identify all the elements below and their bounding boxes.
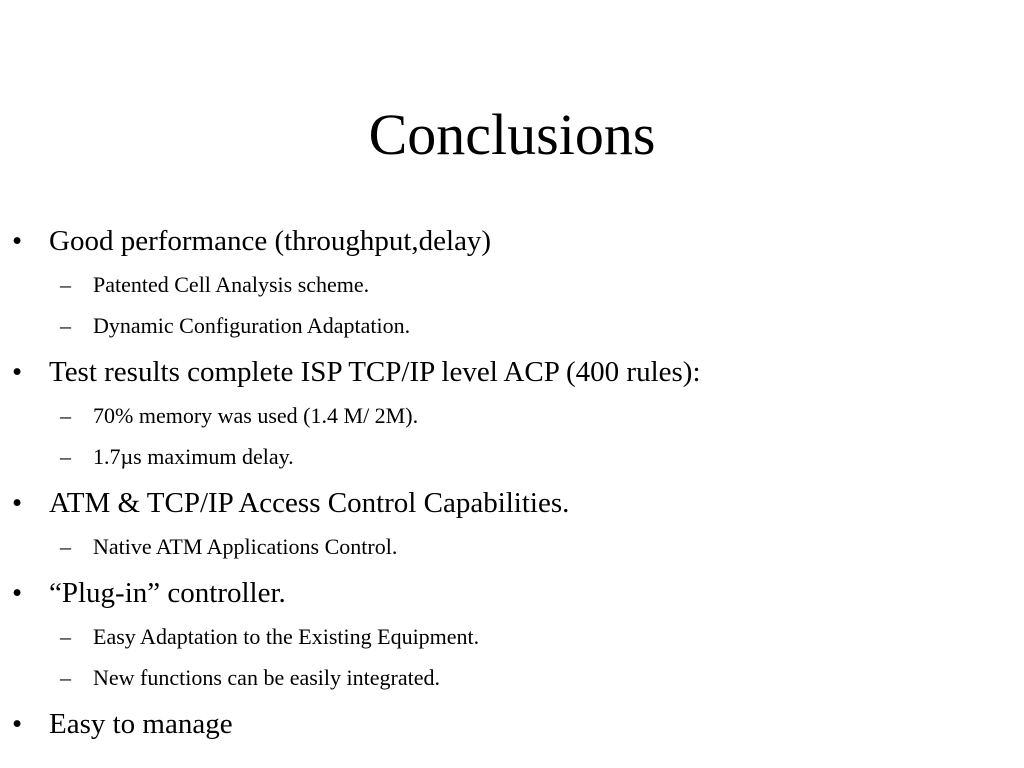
sub-bullet-text: 1.7µs maximum delay. <box>93 444 294 469</box>
sub-bullet-text: Native ATM Applications Control. <box>93 534 398 559</box>
sub-bullet-marker: – <box>60 624 71 649</box>
sub-bullet-marker: – <box>60 665 71 690</box>
bullet-text: ATM & TCP/IP Access Control Capabilities. <box>49 487 570 519</box>
sub-bullet-marker: – <box>60 444 71 469</box>
bullet-marker: • <box>12 356 23 388</box>
sub-bullet-marker: – <box>60 313 71 338</box>
bullet-marker: • <box>12 487 23 519</box>
bullet-text: “Plug-in” controller. <box>49 577 286 609</box>
bullet-marker: • <box>12 577 23 609</box>
sub-bullet-marker: – <box>60 272 71 297</box>
sub-bullet-text: Easy Adaptation to the Existing Equipment. <box>93 624 480 649</box>
bullet-marker: • <box>12 708 23 740</box>
sub-bullet-marker: – <box>60 403 71 428</box>
sub-bullet-text: 70% memory was used (1.4 M/ 2M). <box>93 403 419 428</box>
sub-bullet-marker: – <box>60 534 71 559</box>
sub-bullet-text: Dynamic Configuration Adaptation. <box>93 313 411 338</box>
bullet-marker: • <box>12 225 23 257</box>
bullet-text: Good performance (throughput,delay) <box>49 225 492 257</box>
sub-bullet-text: Patented Cell Analysis scheme. <box>93 272 370 297</box>
bullet-text: Easy to manage <box>49 708 233 740</box>
bullet-text: Test results complete ISP TCP/IP level ACP (400 rules): <box>49 356 701 388</box>
slide-title: Conclusions <box>368 102 656 167</box>
sub-bullet-text: New functions can be easily integrated. <box>93 665 440 690</box>
